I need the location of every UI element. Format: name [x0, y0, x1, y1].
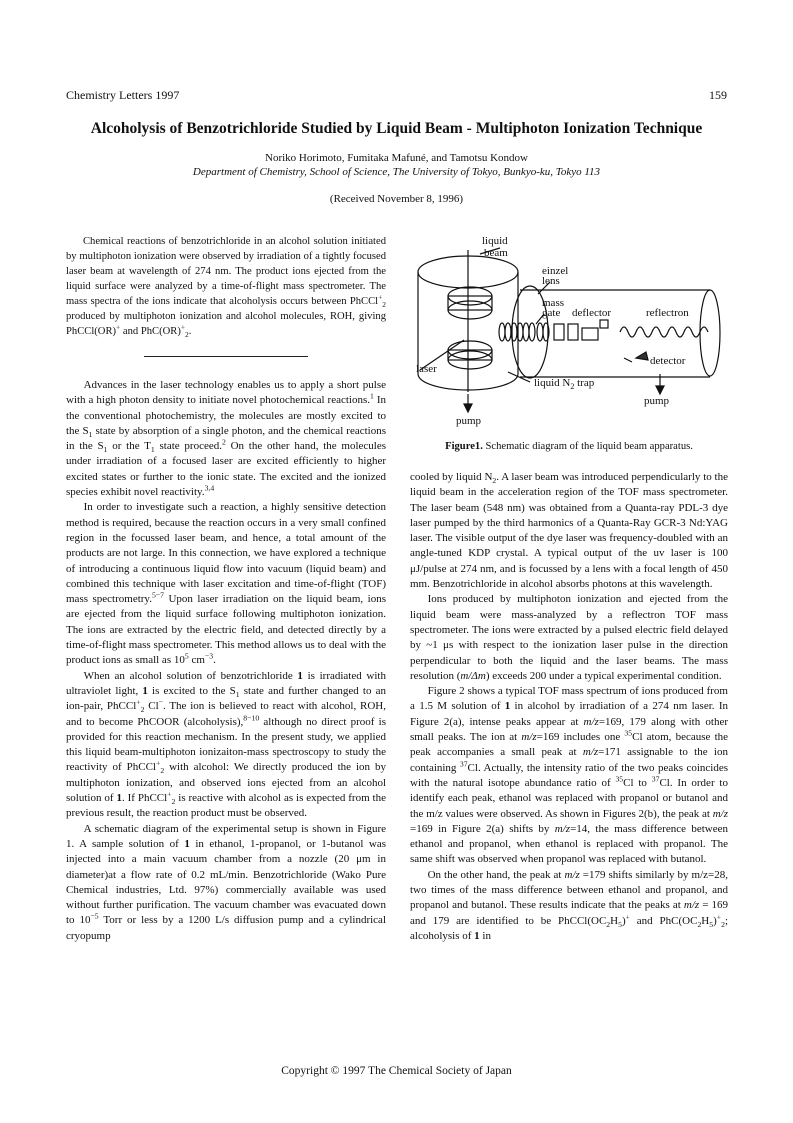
paragraph: Ions produced by multiphoton ionization and ejected from the liquid beam were mass-analyzed by a reflectron TOF mass spectrometer. The ions were extracted by a pulsed electric field delayed by ~1 μs with respect to the ionization laser pulse in the direction perpendicular to both the liquid and the laser beams. The mass resolution (m/Δm) exceeds 200 under a typical experimental condition.	[410, 593, 728, 682]
label-pump-left: pump	[456, 415, 482, 427]
article-title: Alcoholysis of Benzotrichloride Studied by Liquid Beam - Multiphoton Ionization Technique	[90, 120, 703, 137]
paragraph: Figure 2 shows a typical TOF mass spectrum of ions produced from a 1.5 M solution of 1 in alcohol by irradiation of a 274 nm laser. In Figure 2(a), intense peaks appear at m/z=169, 179 along with other small peaks. The ion at m/z=169 includes one $^{35}$Cl atom, because the peak accompanies a small peak at m/z=171 assignable to the ion containing $^{37}$Cl. Actually, the intensity ratio of the two peaks coincides with the natural isotope abundance ratio of $^{35}$Cl to $^{37}$Cl. In order to identify each peak, ethanol was replaced with propanol or butanol and the m/z values were observed. As shown in Figures 2(b), the peak at m/z =169 in Figure 2(a) shifts by m/z=14, the mass difference between ethanol and propanol, when ethanol is replaced with propanol. The same shift was observed when propanol was replaced with butanol.	[410, 685, 729, 866]
label-pump-right: pump	[644, 395, 670, 407]
abstract-divider	[144, 356, 308, 357]
paragraph: cooled by liquid $N_2$. A laser beam was introduced perpendicularly to the liquid beam in the acceleration region of the TOF mass spectrometer. The laser beam (548 nm) was obtained from a Quanta-ray PDL-3 dye laser pumped by the third harmonics of a Quanta-Ray GCR-3 Nd:YAG laser. The visible output of the dye laser was frequency-doubled with an angle-tuned KDP crystal. A typical output of the uv laser is 100 μJ/pulse at 274 nm, and is focussed by a lens with a focal length of 450 mm. Benzotrichloride in alcohol absorbs photons at this wavelength.	[410, 471, 728, 591]
label-einzel-lens: lens	[542, 275, 560, 287]
label-liquid-n2-trap: liquid $N_2$ trap	[534, 377, 595, 391]
label-detector: detector	[650, 355, 686, 367]
figure-caption: Figure1. Schematic diagram of the liquid beam apparatus.	[445, 441, 693, 452]
right-column	[410, 470, 728, 944]
paragraph: On the other hand, the peak at m/z =179 shifts similarly by m/z=28, two times of the mass difference between ethanol and propanol, and propanol and butanol. These results indicate that the peaks at m/z = 169 and 179 are identified to be $PhCCl(OC_2H_5)^+$ and $PhC(OC_2H_5)^+_2$; alcoholysis of 1 in	[410, 868, 728, 942]
label-einzel: einzel	[542, 265, 569, 277]
label-deflector: deflector	[572, 307, 612, 319]
label-liquid-beam-2: beam	[484, 247, 508, 259]
apparatus-schematic	[410, 232, 728, 444]
left-column	[66, 378, 386, 944]
paragraph: A schematic diagram of the experimental setup is shown in Figure 1. A sample solution of 1 in ethanol, 1-propanol, or 1-butanol was injected into a main vacuum chamber from a nozzle (20 μm in diameter)at a flow rate of 0.2 mL/min. Benzotrichloride (Wako Pure Chemical industries, Ltd. 97%) commercially available was used without further purification. The vacuum chamber was evacuated down to $10^{-5}$ Torr or less by a 1200 L/s diffusion pump and a cylindrical cryopump	[66, 822, 387, 942]
figure-1-diagram	[410, 232, 728, 444]
label-laser: laser	[416, 363, 437, 375]
label-liquid-beam: liquid	[482, 235, 508, 247]
received-date: (Received November 8, 1996)	[329, 193, 464, 205]
affiliation: Department of Chemistry, School of Science, The University of Tokyo, Bunkyo-ku, Tokyo 113	[192, 166, 601, 178]
page-number: 159	[709, 88, 727, 102]
label-mass: mass	[542, 297, 564, 309]
copyright-footer: Copyright © 1997 The Chemical Society of Japan	[281, 1065, 512, 1077]
paragraph: When an alcohol solution of benzotrichloride 1 is irradiated with ultraviolet light, 1 is excited to the $S_1$ state and further changed to an ion-pair, PhCCl+$_2$ Cl−. The ion is believed to react with alcohol, ROH, and to become PhCOOR (alcoholysis),$^{8-10}$ although no direct proof is provided for this reaction mechanism. In the present study, we applied this liquid beam-multiphoton ionizaiton-mass spectroscopy to study the reactivity of PhCCl+$_2$ with alcohol: We directly produced the ion by multiphoton ionization, and observed ions ejected from an alcohol solution of 1. If PhCCl+$_2$ is reactive with alcohol as is expected from the previous result, the reaction product must be observed.	[66, 669, 386, 820]
paragraph: In order to investigate such a reaction, a highly sensitive detection method is required, because the reaction occurs in a very small confined region in the focussed laser beam, and hence, a total amount of the products are not large. In this connection, we have explored a technique of introducing a continuous liquid flow into vacuum (liquid beam) and combined this technique with laser excitation and time-of-flight (TOF) mass spectrometry.$^{5-7}$ Upon laser irradiation on the liquid beam, ions are ejected from the liquid surface following multiphoton ionization. The ions are extracted by the electric field, and detected directly by a time-of-flight mass spectrometer. This method allows us to deal with the product ions as small as $10^5$ $cm^{-3}$.	[66, 501, 386, 667]
abstract: Chemical reactions of benzotrichloride in an alcohol solution initiated by multiphoton ionization were observed by irradiation of a tightly focused laser beam at wavelength of 274 nm. The product ions ejected from the liquid surface were analyzed by a time-of-flight mass spectrometer. The mass spectra of the ions indicate that alcoholysis occurs between PhCCl+$_2$ produced by multiphoton ionization and alcohol molecules, ROH, giving PhCCl(OR)+ and $PhC(OR)^+_2$.	[66, 236, 386, 340]
paragraph: Advances in the laser technology enables us to apply a short pulse with a high photon density to initiate novel photochemical reactions.$^1$ In the conventional photochemistry, the molecules are mostly excited to the $S_1$ state by absorption of a single photon, and the chemical reactions in the $S_1$ or the $T_1$ state proceed.$^2$ On the other hand, the molecules under irradiation of a focused laser are excited efficiently to higher excited states or further to the ionic state. The excited and the ionized species exhibit novel reactivity.$^{3,4}$	[66, 379, 387, 499]
journal-header: Chemistry Letters 1997	[66, 88, 180, 102]
label-reflectron: reflectron	[646, 307, 689, 319]
authors: Noriko Horimoto, Fumitaka Mafuné, and Tamotsu Kondow	[265, 152, 528, 164]
label-gate: gate	[542, 307, 561, 319]
